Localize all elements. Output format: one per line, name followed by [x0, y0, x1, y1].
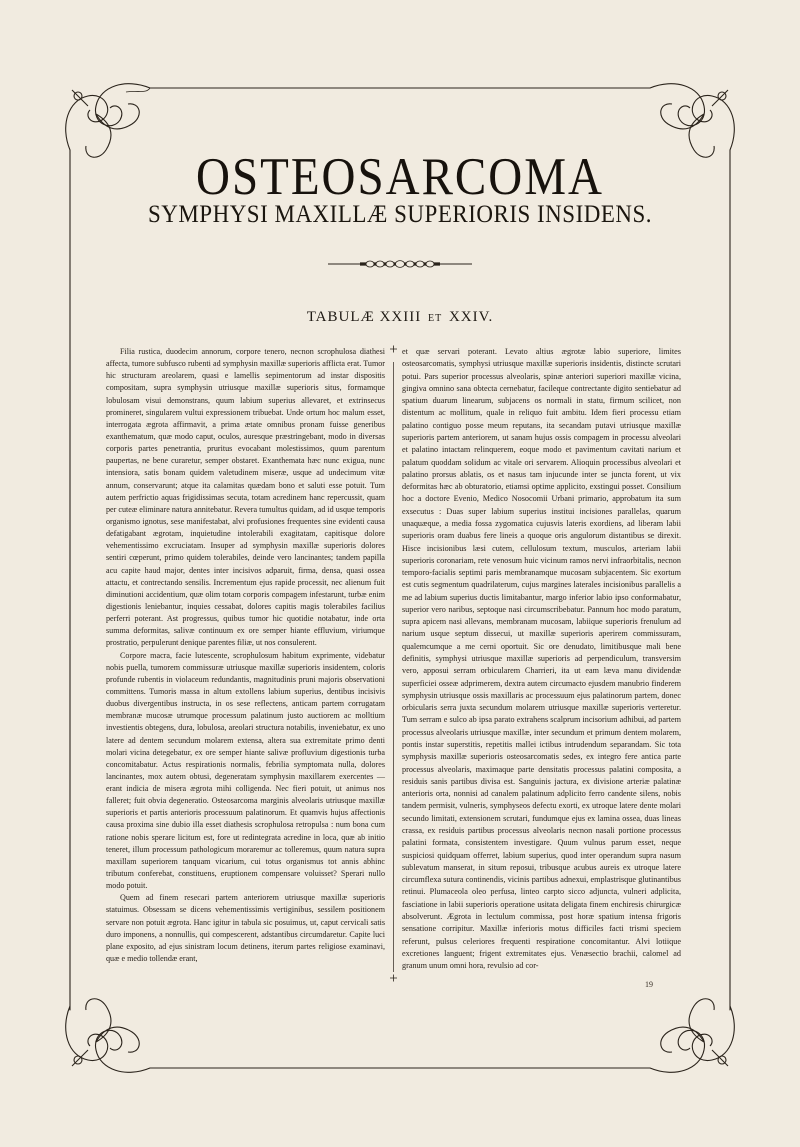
paragraph: Corpore macra, facie lutescente, scrophulosum habitum exprimente, videbatur nobis puella, tumorem commissuræ utriusque maxillæ superioris insidentem, coloris profunde rubentis in violaceum redundantis, magnitudinis pruni majoris observationi committens. Tumoris massa in altum extollens labium superius, dentibus incisivis duobus divergentibus instructa, in os sese reflectens, anticam partem corrugatam membranæ mucosæ utrumque processum palatinum justo auctiorem ac molltium investientis obtegens, dura, lobulosa, areolari structura notabilis, inveniebatur, ex uno latere ad dentem secundum molarem extensa, altera sua extremitate primo denti molari vicina detegebatur, ex ore semper hiante salivæ profluvium digestionis turba concomitabatur. Actus respirationis normalis, febrilia symptomata nulla, dolores lancinantes, mox autem obtusi, degeneratam symphysin maxillarem exercentes — erant indicia de misera ægrota mihi colligenda. Nec fieri potuit, ut animus nos falleret; fuit obvia degeneratio. Osteosarcoma marginis alveolaris utriusque maxillæ superioris et partis anterioris processuum palatinorum. Et quamvis hujus affectionis causa proxima sine dubio illa esset diathesis scrophulosa retropulsa : num bona cum ratione nobis sperare licitum est, fore ut redintegrata acredine in loca, quæ ab initio teneret, illum processum pathologicum moraremur ac tolleremus, quum natura supra maxillam superiorem tanquam vicarium, cui totus organismus tot annis abhinc tributum conferebat, constituens, eruptionem compensare voluisset? Sperari nullo modo potuit.	[106, 650, 385, 891]
page-title: OSTEOSARCOMA	[196, 147, 604, 207]
corner-ornament-bottom-right	[650, 999, 734, 1073]
paragraph: et quæ servari poterant. Levato altius ægrotæ labio superiore, limites osteosarcomatis, symphysi utriusque maxillæ superioris insidentis, distincte scrutari potui. Pars superior processus alveolaris, spinæ anteriori superiori maxillæ vicina, gingiva omnino sana obtecta cernebatur, facileque contrectante digito sentiebatur ad spatium duarum linearum, subjacens os normali in statu, firmum scilicet, non distentum ac mollitum, quale in reliquo fuit ambitu. Idem fieri processu etiam palatino contiguo posse meum reputans, ita secandam putavi utriusque maxillæ superioris partem anteriorem, ut sanam hujus ossis compagem in processu alveolari et palatino intactam relinquerem, eoque modo et pavimentum cavitati narium et palatum quoddam solidum ac vitale ori servarem. Alioquin processibus alveolari et palatino prorsus ablatis, os et nasus tam injucunde inter se juncta forent, ut vix deformitas hæc ab obturatorio, etiamsi optime applicito, exstingui posset. Consilium hoc a doctore Evenio, Medico Nosocomii Urbani primario, approbatum ita sum exsecutus : Duas super labium superius institui incisiones parallelas, quarum unaquæque, a media fossa zygomatica cujusvis lateris exordiens, ad liberam labii superioris oram duabus fere lineis a quoque oris angulorum distantibus se direxit. Hisce incisionibus læsi cutem, cellulosum textum, musculos, arteriam labii superioris coronariam, rete venosum huic vicinum ramos nervi infraorbitalis, necnon temporo-facialis septimi paris membranamque mucosam subjacentem. Sic exortum est cutis segmentum quadrilaterum, cujus margines laterales incisionibus parallelis a me ad labium superius ductis limitabantur, margo inferior labio ipso conformabatur, superior vero naribus, septoque nasi circumscribebatur. Pannum hoc modo paratum, supra apicem nasi allevans, membranam mucosam, labiique superioris frenulum ad narium usque septum dissecui, ut maxillæ superioris aperirem commissuram, qualemcumque a me cerni oportuit. Sic ore denudato, limitibusque mali bene definitis, symphysi utriusque maxillæ superioris ad perpendiculum, transversim vero, apposui serram orbicularem Charrieri, ita ut eam læva manu dividendæ superficiei osseæ adprimerem, dextra autem circumacto ejusdem manubrio finderem symphysin utriusque ossis maxillaris ac processuum ejus palatinorum partem, donec orbicularis serra juxta secundum molarem utriusque maxillæ superioris verteretur. Tum serram e sulco ab ipsa parato extrahens scalprum incisorium adhibui, ad partem processus alveolaris utriusque maxillæ, inter secundum et primum dentem molarem, pontis instar superstitis, repetitis mallei ictibus intrudendum separandam. Sic tota symphysis maxillæ superioris osteosarcomatis sedes, ex integro fere antica parte processus alveolaris, maximaque parte densitatis processus palatini composita, a residuis sanis partibus divisa est. Sanguinis jactura, ex divisione arteriæ palatinæ anterioris orta, nonnisi ad canalem palatinum adplicito ferro candente silens, nobis tandem permisit, vulneris, symphyseos defectu exorti, ex utroque latere dente molari secundo limitati, extensionem scrutari, fundumque ejus ex lamina ossea, duas lineas crassa, ex residuis partibus processus alveolaris necnon nasali portione processus palatini formata, consistentem investigare. Quum vulnus parum esset, neque suspiciosi quidquam offerret, labium superius, quod inter operandum supra nasum sublevatum manserat, in situm reposui, tribusque acubus aureis ex utroque latere circumflexa sutura continendis, vicinis partibus adnexui, emplastrisque glutinantibus retinui. Plumaceola oleo perfusa, linteo carpto sicco adjuncta, vulneri adplicita, fasciatione in labii superioris operatione usitata deligata finem enchiresis chirurgicæ absolverunt. Ægrota in lectulum commissa, post horæ spatium intensa frigoris sensatione corripitur. Maxillæ inferioris motus difficiles facti trismi speciem referunt, pulsus celeriores frequenti respiratione concomitantur. Alvi lotiique excretiones languent; frigent extremitates ejus. Venæsectio brachii, calomel ad granum unum omni hora, revulsio ad cor-	[402, 347, 681, 971]
paragraph: Quem ad finem resecari partem anteriorem utriusque maxillæ superioris statuimus. Obsessam se dicens vehementissimis vertiginibus, sessilem positionem servare non potuit ægrota. Hanc igitur in tabula sic posuimus, ut, caput cervicali satis duro imponens, a nonnullis, qui compescerent, adstantibus circumdaretur. Capite luci plane exposito, ad ejus sinistram locum detinens, iterum partes religiose examinavi, quæ e medio tollendæ erant,	[106, 893, 385, 964]
title-ornament-rule	[328, 261, 472, 268]
plates-heading-suffix: XXIV.	[448, 309, 494, 325]
text-column-right	[402, 346, 681, 972]
plates-heading	[0, 309, 800, 326]
corner-ornament-bottom-left	[66, 999, 150, 1073]
plates-heading-et: ET	[428, 313, 443, 324]
column-divider	[390, 346, 397, 982]
page-subtitle: SYMPHYSI MAXILLÆ SUPERIORIS INSIDENS.	[147, 199, 653, 228]
paragraph: Filia rustica, duodecim annorum, corpore tenero, necnon scrophulosa diathesi affecta, tumore subfusco rubenti ad symphysin maxillæ superioris afflicta erat. Tumor hic structuram areolarem, quasi e lamellis sepimentorum ad instar dispositis compositam, supra symphysin utriusque maxillæ superioris situs, formamque lobulosam visui demonstrans, quum labium superius allevaret, et extrinsecus promineret, singularem vultui expressionem tribuebat. Unde ortum hoc malum esset, interrogata ægrota affirmavit, a prima ætate omnibus pronam fuisse generibus exanthematum, quæ modo caput, oculos, auresque præstringebant, modo in diversas corporis partes penetrantia, pruritus evocabant molestissimos, quum parentum paupertas, ne bene curaretur, semper obstaret. Exanthemata hæc nunc exigua, nunc intensiora, satis bonam quidem valetudinem miseræ, usque ad undecimum vitæ annum, conservarunt; atque ita calamitas quædam bono et saluti esse potuit. Tum autem perfrictio aquas frigidissimas secuta, totam acredinem hanc repercussit, quam per cuteæ eliminare natura annitebatur. Revera tumultus quidam, ad id usque temporis organismo ignotus, sese manifestabat, alvi profusiones frequentes sine evidenti causa defatigabant ægrotam, inquietudine intolerabili exagitatam, capitisque dolore vehementissimo excruciatam. Insuper ad symphysin maxillæ superioris dolores sentiri cœperunt, primo quidem tolerabiles, deinde vero lancinantes; tandem papilla acu capite haud major, dentes inter incisivos adparuit, firma, densa, quasi ossea attactu, et contrectando sensilis. Incrementum ejus rapide processit, nec alienum fuit diminutioni accidentium, quæ olim totam corporis compagem infestarunt, turbæ enim digestionis leniebantur, inquies cessabat, dolores capitis magis tolerabiles facilius perferri poterant. Ast progressus, quibus tumor hic quotidie notabatur, inde orta summa deformitas, salivæ continuum ex ore semper hiante effluvium, viriumque prostratio, perpulerunt denique parentes filiæ, ut nos consulerent.	[106, 347, 385, 648]
plates-heading-prefix: TABULÆ XXIII	[306, 309, 422, 325]
text-column-left	[106, 346, 385, 965]
page-number: 19	[645, 980, 653, 989]
